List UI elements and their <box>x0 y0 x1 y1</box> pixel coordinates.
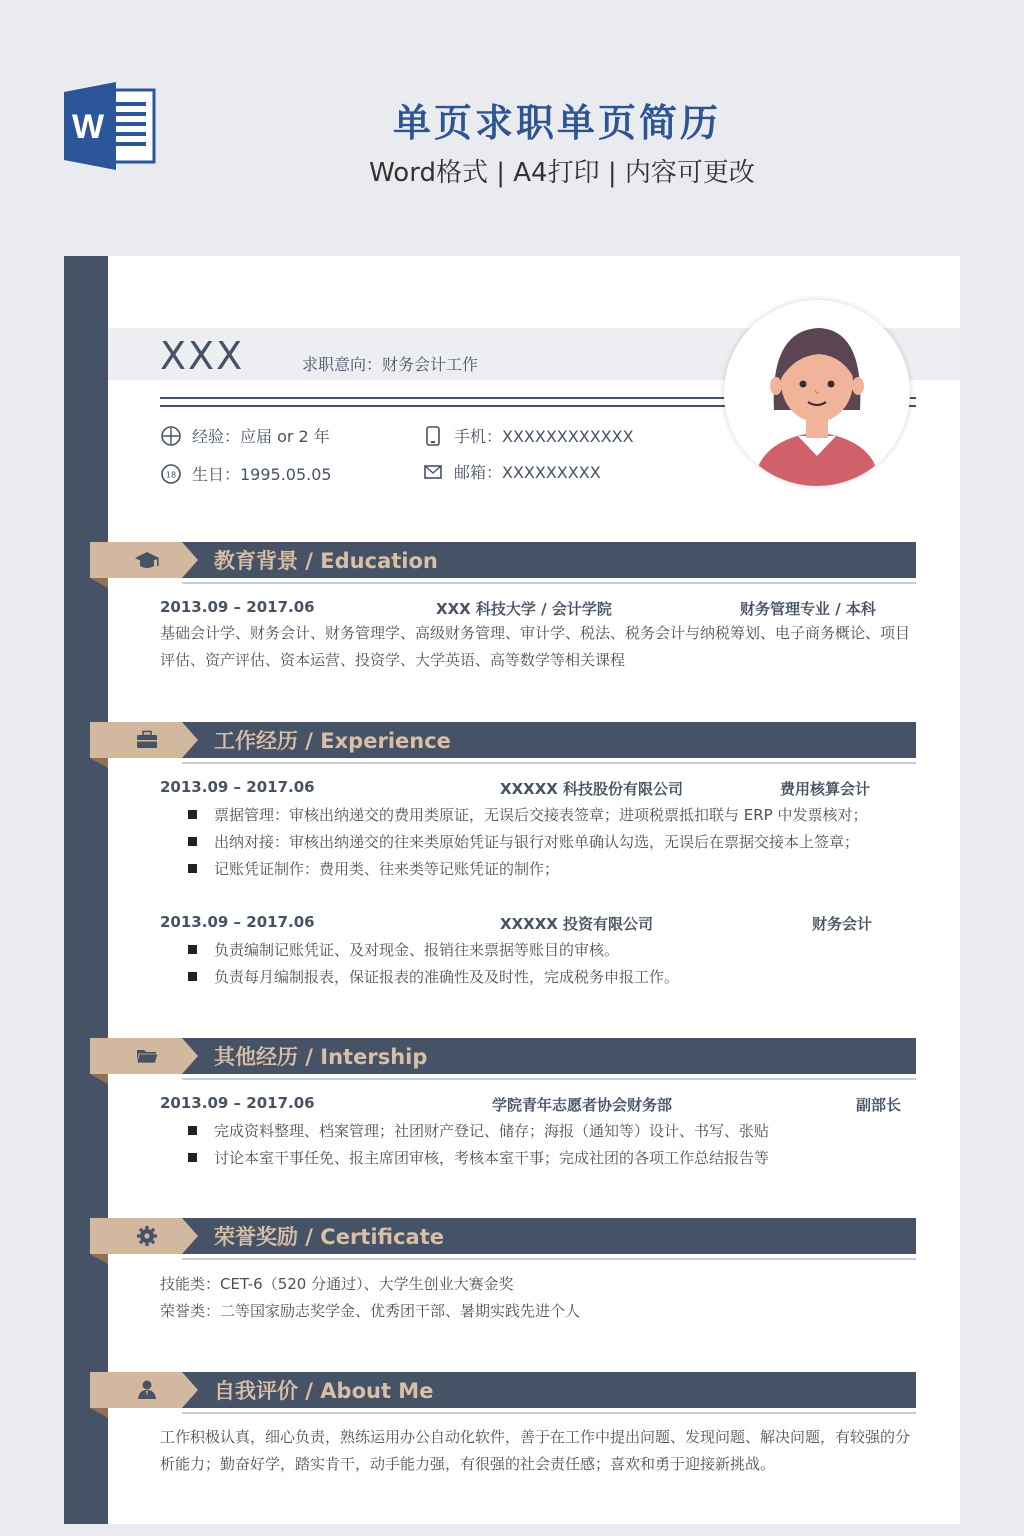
list-item: 完成资料整理、档案管理；社团财产登记、储存；海报（通知等）设计、书写、张贴 <box>188 1120 769 1141</box>
gear-icon <box>134 1224 160 1248</box>
internship-role: 副部长 <box>856 1096 902 1114</box>
word-logo-letter: W <box>71 108 105 146</box>
internship-title: 其他经历 / Intership <box>214 1045 428 1069</box>
about-text: 工作积极认真，细心负责，熟练运用办公自动化软件，善于在工作中提出问题、发现问题、解决问题，有较强的分析能力；勤奋好学，踏实肯干，动手能力强，有很强的社会责任感；喜欢和勇于迎接新挑战。 <box>160 1428 911 1473</box>
phone-info <box>422 424 634 447</box>
job1-date: 2013.09 – 2017.06 <box>160 778 315 796</box>
education-title: 教育背景 / Education <box>214 549 438 573</box>
education-courses: 基础会计学、财务会计、财务管理学、高级财务管理、审计学、税法、税务会计与纳税筹划、电子商务概论、项目评估、资产评估、资本运营、投资学、大学英语、高等数学等相关课程 <box>160 624 911 669</box>
section-header-education <box>90 542 916 578</box>
experience-info <box>160 424 330 447</box>
list-item: 票据管理：审核出纳递交的费用类原证，无误后交接表签章；进项税票抵扣联与 ERP 中发票核对； <box>188 804 868 825</box>
email-text: 邮箱：XXXXXXXXX <box>454 463 601 482</box>
certificate-title: 荣誉奖励 / Certificate <box>214 1225 445 1249</box>
person-icon <box>134 1378 160 1402</box>
birth-info <box>160 462 332 485</box>
internship-org: 学院青年志愿者协会财务部 <box>492 1096 673 1114</box>
list-item: 讨论本室干事任免、报主席团审核，考核本室干事；完成社团的各项工作总结报告等 <box>188 1147 769 1168</box>
svg-text:18: 18 <box>165 470 177 479</box>
list-item: 出纳对接：审核出纳递交的往来类原始凭证与银行对账单确认勾选，无误后在票据交接本上签章； <box>188 831 859 852</box>
job2-date: 2013.09 – 2017.06 <box>160 913 315 931</box>
compass-icon <box>160 425 182 447</box>
phone-icon <box>422 425 444 447</box>
graduation-cap-icon <box>134 548 160 572</box>
side-strip <box>64 256 108 1524</box>
education-date: 2013.09 – 2017.06 <box>160 598 315 616</box>
certificate-skills: 技能类：CET-6（520 分通过）、大学生创业大赛金奖 <box>160 1275 514 1293</box>
experience-title: 工作经历 / Experience <box>214 729 451 753</box>
phone-text: 手机：XXXXXXXXXXXX <box>454 427 634 446</box>
job2-company: XXXXX 投资有限公司 <box>500 915 654 933</box>
section-header-about <box>90 1372 916 1408</box>
page-title: 单页求职单页简历 <box>392 101 721 145</box>
briefcase-icon <box>134 728 160 752</box>
education-major: 财务管理专业 / 本科 <box>740 600 876 618</box>
about-title: 自我评价 / About Me <box>214 1379 434 1403</box>
internship-date: 2013.09 – 2017.06 <box>160 1094 315 1112</box>
page-subtitle: Word格式 | A4打印 | 内容可更改 <box>369 158 755 188</box>
candidate-name: XXX <box>160 334 245 378</box>
job-intent: 求职意向：财务会计工作 <box>302 355 479 374</box>
education-school: XXX 科技大学 / 会计学院 <box>436 600 612 618</box>
list-item: 负责每月编制报表，保证报表的准确性及及时性，完成税务申报工作。 <box>188 966 679 987</box>
email-info <box>422 460 601 483</box>
mail-icon <box>422 461 444 483</box>
certificate-honors: 荣誉类：二等国家励志奖学金、优秀团干部、暑期实践先进个人 <box>160 1302 581 1320</box>
birthday-icon <box>160 463 182 485</box>
avatar <box>724 300 910 486</box>
experience-text: 经验：应届 or 2 年 <box>192 427 330 446</box>
folder-icon <box>134 1044 160 1068</box>
list-item: 负责编制记账凭证、及对现金、报销往来票据等账目的审核。 <box>188 939 619 960</box>
resume-page <box>64 256 960 1524</box>
section-header-certificate <box>90 1218 916 1254</box>
job1-role: 费用核算会计 <box>780 780 871 798</box>
section-header-internship <box>90 1038 916 1074</box>
list-item: 记账凭证制作：费用类、往来类等记账凭证的制作； <box>188 858 559 879</box>
birth-text: 生日：1995.05.05 <box>192 465 332 484</box>
job1-company: XXXXX 科技股份有限公司 <box>500 780 684 798</box>
section-header-experience <box>90 722 916 758</box>
job2-role: 财务会计 <box>812 915 873 933</box>
